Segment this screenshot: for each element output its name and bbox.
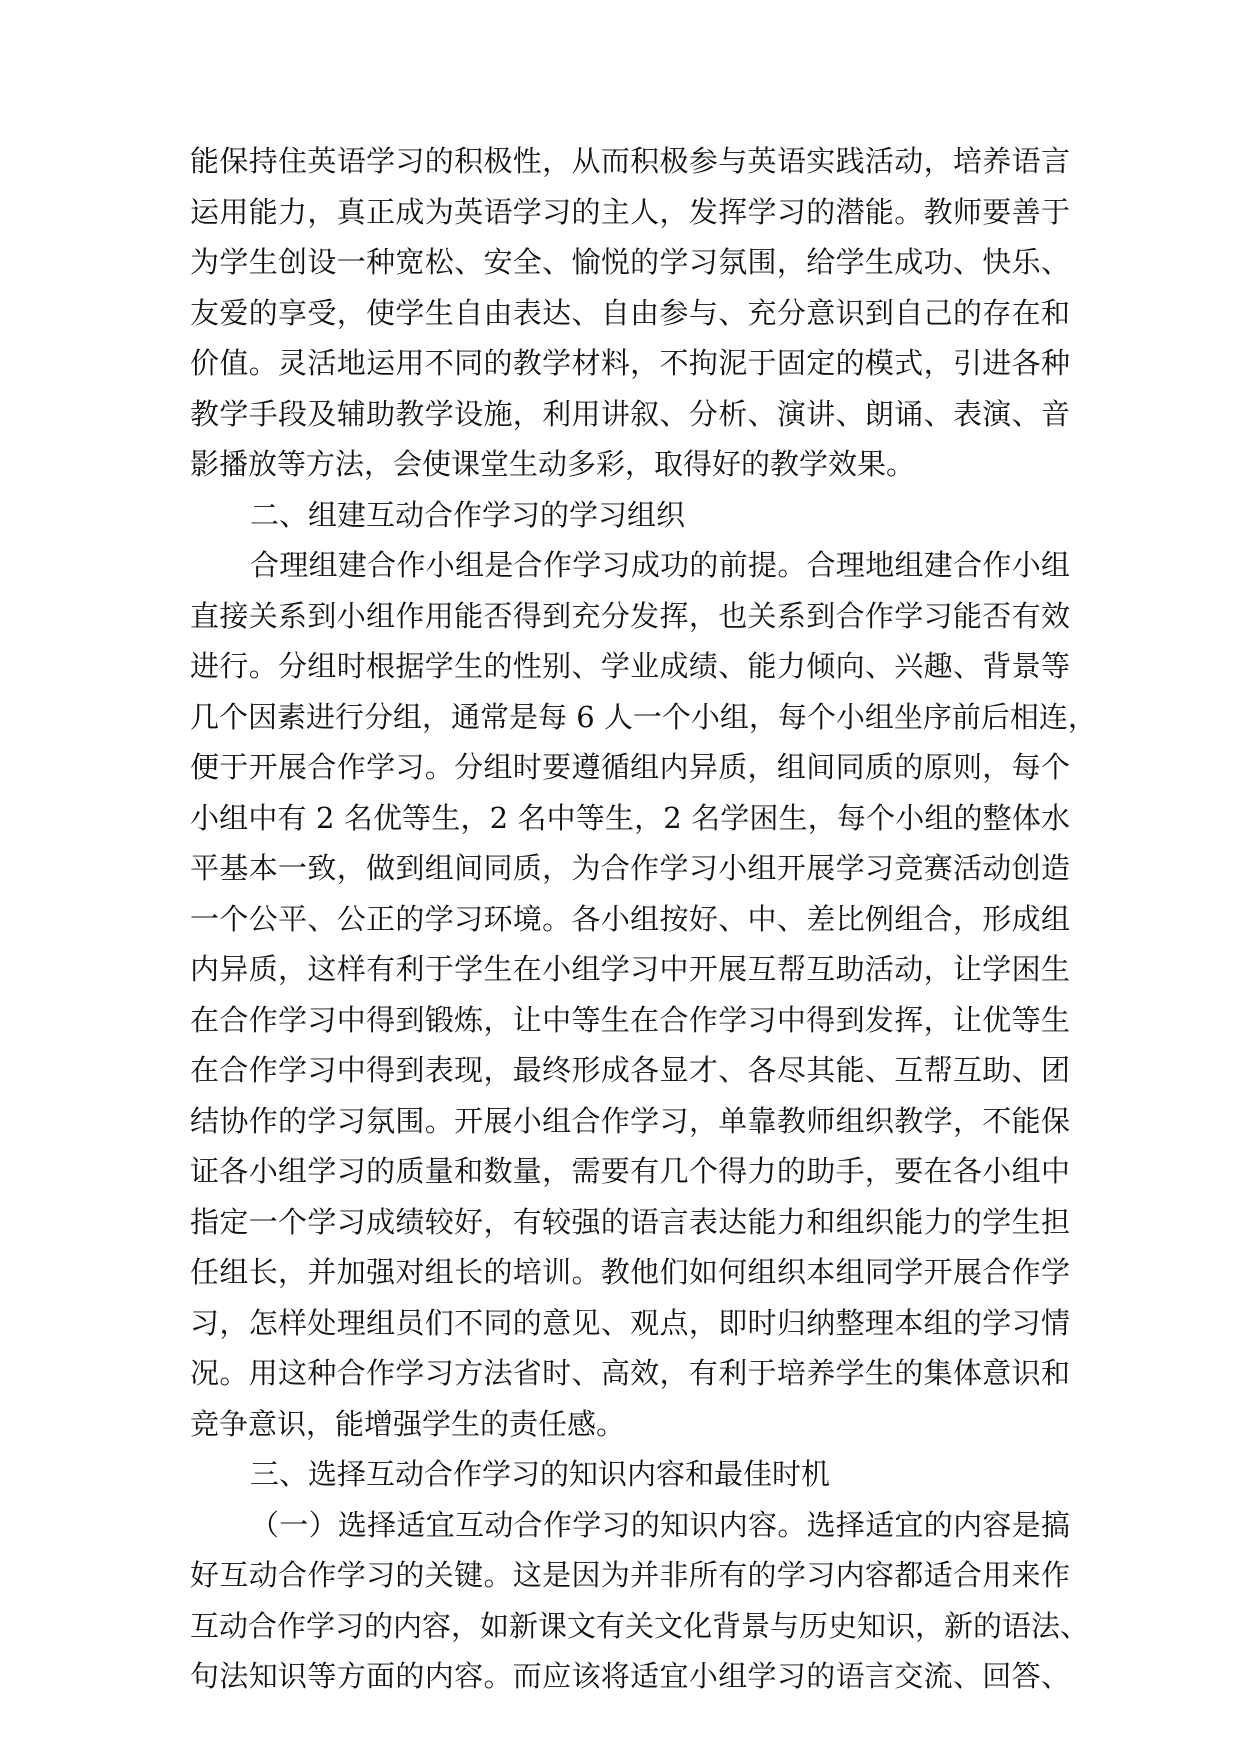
text-line: 进行。分组时根据学生的性别、学业成绩、能力倾向、兴趣、背景等 <box>190 649 1070 683</box>
text-line: 况。用这种合作学习方法省时、高效，有利于培养学生的集体意识和 <box>190 1356 1070 1390</box>
text-line: 便于开展合作学习。分组时要遵循组内异质，组间同质的原则，每个 <box>190 750 1070 784</box>
text-line: 合理组建合作小组是合作学习成功的前提。合理地组建合作小组 <box>250 548 1070 582</box>
text-line: 在合作学习中得到锻炼，让中等生在合作学习中得到发挥，让优等生 <box>190 1002 1070 1037</box>
text-line: 小组中有 2 名优等生，2 名中等生，2 名学困生，每个小组的整体水 <box>190 800 1070 835</box>
text-line: 好互动合作学习的关键。这是因为并非所有的学习内容都适合用来作 <box>190 1558 1070 1592</box>
text-line: 句法知识等方面的内容。而应该将适宜小组学习的语言交流、回答、 <box>190 1659 1070 1693</box>
text-line: 运用能力，真正成为英语学习的主人，发挥学习的潜能。教师要善于 <box>190 194 1070 229</box>
section-heading: 二、组建互动合作学习的学习组织 <box>250 497 686 532</box>
text-line: 平基本一致，做到组间同质，为合作学习小组开展学习竞赛活动创造 <box>190 851 1070 885</box>
text-line: 竞争意识，能增强学生的责任感。 <box>190 1406 626 1441</box>
text-line: 能保持住英语学习的积极性，从而积极参与英语实践活动，培养语言 <box>190 144 1070 178</box>
text-line: 内异质，这样有利于学生在小组学习中开展互帮互助活动，让学困生 <box>190 952 1070 986</box>
text-line: 在合作学习中得到表现，最终形成各显才、各尽其能、互帮互助、团 <box>190 1053 1070 1087</box>
text-line: 直接关系到小组作用能否得到充分发挥，也关系到合作学习能否有效 <box>190 598 1070 633</box>
text-line: （一）选择适宜互动合作学习的知识内容。选择适宜的内容是搞 <box>250 1507 1070 1542</box>
section-heading: 三、选择互动合作学习的知识内容和最佳时机 <box>250 1457 831 1491</box>
text-line: 互动合作学习的内容，如新课文有关文化背景与历史知识，新的语法、 <box>190 1608 1090 1643</box>
text-line: 影播放等方法，会使课堂生动多彩，取得好的教学效果。 <box>190 447 916 481</box>
text-line: 几个因素进行分组，通常是每 6 人一个小组，每个小组坐序前后相连， <box>190 699 1097 734</box>
text-line: 指定一个学习成绩较好，有较强的语言表达能力和组织能力的学生担 <box>190 1204 1070 1239</box>
text-line: 友爱的享受，使学生自由表达、自由参与、充分意识到自己的存在和 <box>190 295 1070 330</box>
text-line: 价值。灵活地运用不同的教学材料，不拘泥于固定的模式，引进各种 <box>190 346 1070 380</box>
text-line: 任组长，并加强对组长的培训。教他们如何组织本组同学开展合作学 <box>190 1255 1070 1289</box>
text-line: 证各小组学习的质量和数量，需要有几个得力的助手，要在各小组中 <box>190 1154 1070 1188</box>
body-text <box>190 136 1097 1702</box>
text-line: 结协作的学习氛围。开展小组合作学习，单靠教师组织教学，不能保 <box>190 1103 1070 1138</box>
text-line: 教学手段及辅助教学设施，利用讲叙、分析、演讲、朗诵、表演、音 <box>190 396 1070 431</box>
text-line: 一个公平、公正的学习环境。各小组按好、中、差比例组合，形成组 <box>190 901 1070 936</box>
text-line: 习，怎样处理组员们不同的意见、观点，即时归纳整理本组的学习情 <box>190 1305 1070 1340</box>
text-line: 为学生创设一种宽松、安全、愉悦的学习氛围，给学生成功、快乐、 <box>190 245 1070 279</box>
